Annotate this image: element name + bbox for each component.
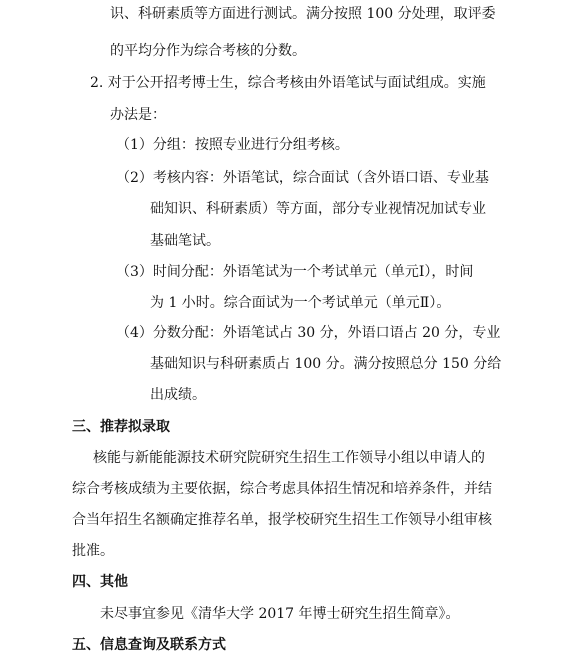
section-heading-5: 五、信息查询及联系方式 xyxy=(72,637,226,653)
paragraph-line: 识、科研素质等方面进行测试。满分按照 100 分处理，取评委 xyxy=(110,6,496,22)
sub-item-1: （1）分组：按照专业进行分组考核。 xyxy=(116,137,349,153)
paragraph-line: 础知识、科研素质）等方面，部分专业视情况加试专业 xyxy=(150,201,486,217)
paragraph-line: 基础笔试。 xyxy=(150,233,220,249)
paragraph-line: 办法是： xyxy=(110,107,166,123)
paragraph-line: 合当年招生名额确定推荐名单，报学校研究生招生工作领导小组审核 xyxy=(72,512,492,528)
sub-item-3: （3）时间分配：外语笔试为一个考试单元（单元Ⅰ），时间 xyxy=(116,264,474,280)
paragraph-line: 未尽事宜参见《清华大学 2017 年博士研究生招生简章》。 xyxy=(100,606,460,622)
paragraph-line: 为 1 小时。综合面试为一个考试单元（单元Ⅱ）。 xyxy=(150,295,451,311)
paragraph-line: 基础知识与科研素质占 100 分。满分按照总分 150 分给 xyxy=(150,356,502,372)
paragraph-line: 的平均分作为综合考核的分数。 xyxy=(110,43,306,59)
section-heading-4: 四、其他 xyxy=(72,574,128,590)
paragraph-line: 批准。 xyxy=(72,543,114,559)
sub-item-2: （2）考核内容：外语笔试，综合面试（含外语口语、专业基 xyxy=(116,170,489,186)
paragraph-line: 出成绩。 xyxy=(150,387,206,403)
list-item-2: 2. 对于公开招考博士生，综合考核由外语笔试与面试组成。实施 xyxy=(90,75,486,91)
paragraph-line: 核能与新能能源技术研究院研究生招生工作领导小组以申请人的 xyxy=(93,450,485,466)
sub-item-4: （4）分数分配：外语笔试占 30 分，外语口语占 20 分，专业 xyxy=(116,325,501,341)
paragraph-line: 综合考核成绩为主要依据，综合考虑具体招生情况和培养条件，并结 xyxy=(72,481,492,497)
section-heading-3: 三、推荐拟录取 xyxy=(72,419,170,435)
